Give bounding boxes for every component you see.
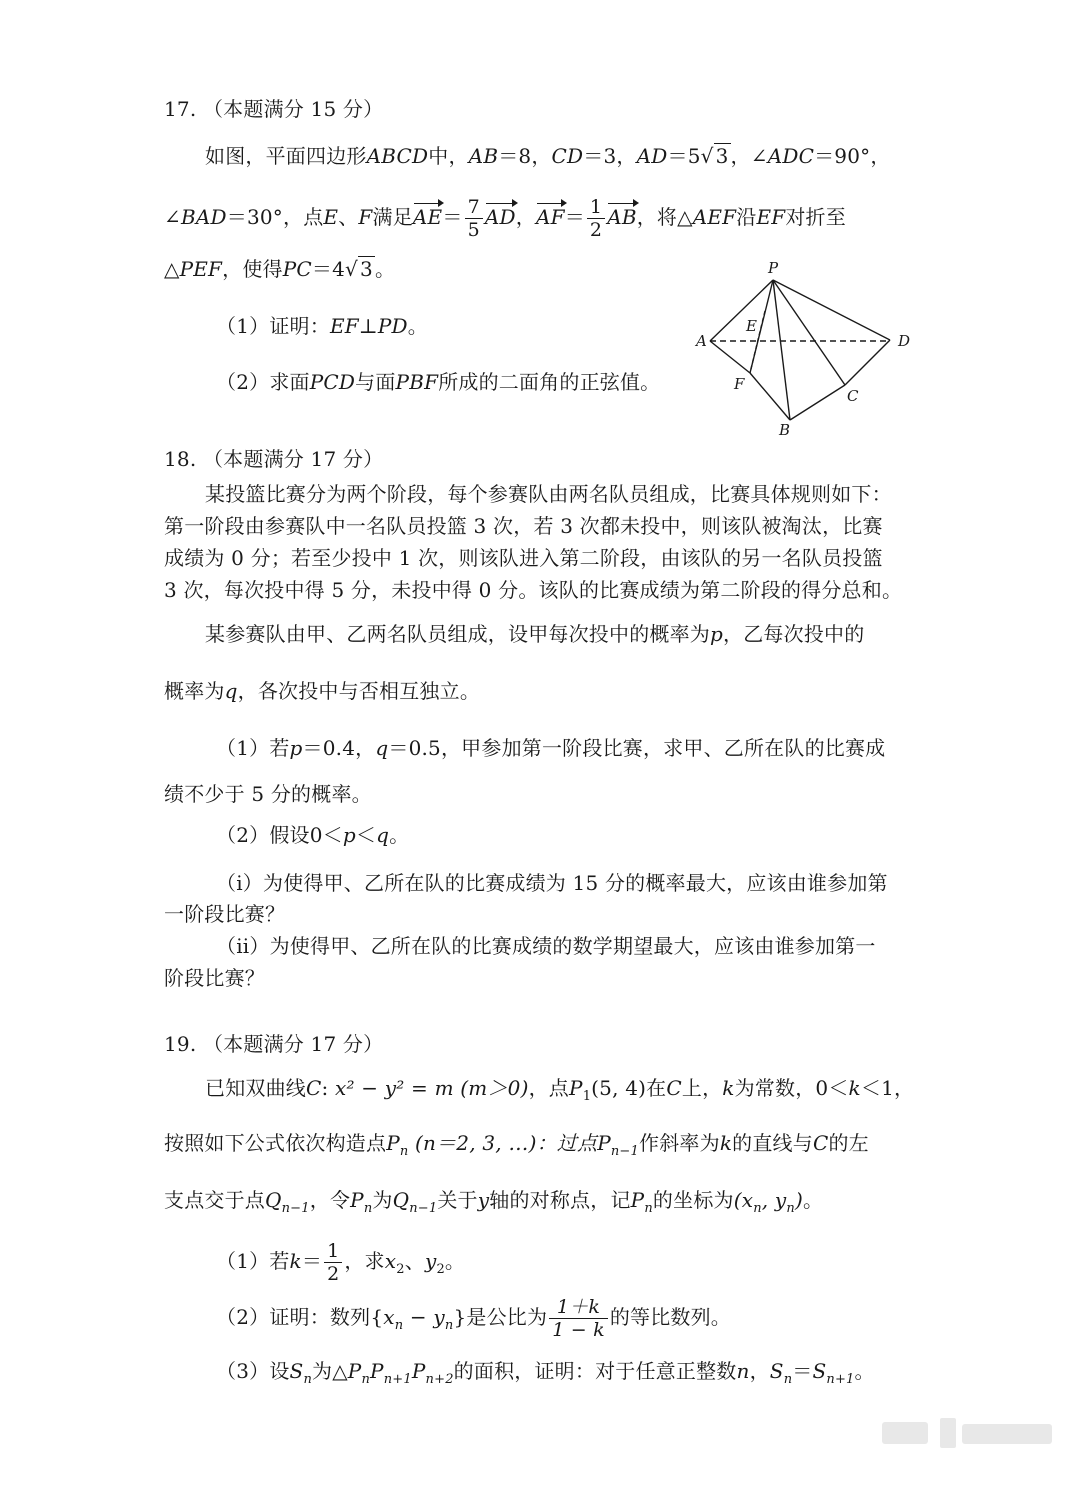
- text: 满足: [372, 205, 413, 229]
- math: ): [795, 1188, 804, 1212]
- text: ＝4: [311, 257, 346, 281]
- edge-PD: [773, 280, 890, 340]
- q17-line2: [164, 196, 846, 241]
- text: ＝90°，: [814, 144, 891, 168]
- subscript: n: [361, 1372, 371, 1387]
- q18-header: [164, 444, 383, 474]
- text: 沿: [736, 205, 757, 229]
- q17-header: [164, 94, 383, 124]
- math: k: [722, 1076, 735, 1100]
- text: }是公比为: [453, 1305, 548, 1329]
- text: ＝8，: [498, 144, 552, 168]
- math: P: [411, 1359, 426, 1383]
- math: q: [375, 736, 389, 760]
- text: 关于: [437, 1188, 478, 1212]
- text: 。: [854, 1359, 875, 1383]
- text: ＝0.4，: [302, 736, 376, 760]
- math: S: [769, 1359, 784, 1383]
- text: 。: [389, 823, 410, 847]
- text: （1）若: [216, 1249, 290, 1273]
- text: 第一阶段由参赛队中一名队员投篮 3 次，若 3 次都未投中，则该队被淘汰，比赛: [164, 514, 883, 538]
- text: ＝5: [667, 144, 701, 168]
- math: C: [812, 1131, 829, 1155]
- text: 中，: [428, 144, 469, 168]
- text: 、: [338, 205, 359, 229]
- edge-AF: [710, 341, 750, 373]
- text: 为△: [312, 1359, 348, 1383]
- text: 。: [803, 1188, 824, 1212]
- subscript: n: [444, 1318, 454, 1333]
- text: 为常数，0＜: [734, 1076, 849, 1100]
- subscript: n: [644, 1201, 653, 1216]
- denominator: 1 − k: [552, 1319, 605, 1341]
- watermark-block: [962, 1424, 1052, 1444]
- subscript: n: [399, 1144, 409, 1159]
- q18-part2-i: [216, 868, 888, 898]
- text: （1）若: [216, 736, 290, 760]
- text: ，求: [344, 1249, 385, 1273]
- math: (m＞0): [453, 1076, 529, 1100]
- numerator: 1: [587, 196, 605, 219]
- text: 如图，平面四边形: [205, 144, 367, 168]
- q19-line1: [205, 1073, 914, 1112]
- text: ，: [515, 205, 536, 229]
- text: :: [321, 1076, 336, 1100]
- pyramid-figure: [690, 255, 930, 440]
- edge-PA: [710, 280, 773, 341]
- math: PC: [282, 257, 312, 281]
- text: （2）证明：数列{: [216, 1305, 384, 1329]
- q18-part2: [216, 820, 409, 850]
- text: 、: [404, 1249, 425, 1273]
- math: PBF: [395, 370, 439, 394]
- text: ＝30°，点: [226, 205, 324, 229]
- text: 一阶段比赛？: [164, 902, 286, 926]
- label-B: B: [779, 421, 791, 439]
- math: k: [719, 1131, 733, 1155]
- q18-part1-cont: [164, 779, 372, 809]
- math: ABCD: [366, 144, 429, 168]
- math: (n＝2, 3, …)：过点: [408, 1131, 598, 1155]
- text: ，令: [309, 1188, 351, 1212]
- math: y: [477, 1188, 490, 1212]
- math: F: [358, 205, 373, 229]
- q18-line6: [164, 676, 480, 706]
- numerator: 7: [465, 196, 483, 219]
- subscript: n−1: [610, 1144, 639, 1159]
- math: P: [370, 1359, 384, 1383]
- text: 支点交于点: [164, 1188, 265, 1212]
- text: ，∠: [730, 144, 768, 168]
- q18-header-text: 18. （本题满分 17 分）: [164, 447, 384, 471]
- text: ，点: [528, 1076, 570, 1100]
- subscript: n: [783, 1372, 793, 1387]
- text: （2）求面: [216, 370, 310, 394]
- q18-line3: [164, 543, 883, 573]
- radicand: 3: [360, 257, 373, 281]
- math: Q: [392, 1188, 410, 1212]
- numerator: 1: [324, 1240, 342, 1263]
- text: （ii）为使得甲、乙所在队的比赛成绩的数学期望最大，应该由谁参加第一: [216, 934, 876, 958]
- math: x: [384, 1249, 397, 1273]
- text: ，各次投中与否相互独立。: [237, 679, 481, 703]
- math: PCD: [309, 370, 356, 394]
- q17-part1: [216, 311, 428, 341]
- q17-line1: [205, 141, 891, 171]
- q17-part2: [216, 367, 660, 397]
- math: CD: [551, 144, 584, 168]
- text: ＝: [442, 205, 463, 229]
- math: C: [306, 1076, 322, 1100]
- math: AB: [468, 144, 499, 168]
- math: p: [342, 823, 356, 847]
- text: 为: [372, 1188, 393, 1212]
- text: 某参赛队由甲、乙两名队员组成，设甲每次投中的概率为: [205, 622, 710, 646]
- subscript: 2: [436, 1262, 445, 1277]
- subscript: n+2: [425, 1372, 454, 1387]
- text: 的直线与: [732, 1131, 813, 1155]
- math: k: [289, 1249, 302, 1273]
- text: ，使得: [222, 257, 283, 281]
- q17-header-text: 17. （本题满分 15 分）: [164, 97, 384, 121]
- label-F: F: [734, 375, 745, 393]
- fraction: [465, 196, 483, 241]
- text: △: [164, 257, 180, 281]
- math: S: [812, 1359, 827, 1383]
- math: EF⊥PD: [329, 314, 408, 338]
- text: ＝: [792, 1359, 813, 1383]
- math: PEF: [179, 257, 223, 281]
- text: ，乙每次投中的: [723, 622, 865, 646]
- q19-line2: [164, 1128, 869, 1167]
- text: ，将△: [636, 205, 693, 229]
- text: 概率为: [164, 679, 225, 703]
- math: P: [569, 1076, 583, 1100]
- text: −: [403, 1305, 434, 1329]
- math: C: [666, 1076, 682, 1100]
- q18-part2-ii: [216, 931, 876, 961]
- label-A: A: [696, 332, 707, 350]
- text: 。: [374, 257, 396, 281]
- q18-line2: [164, 511, 883, 541]
- math: q: [224, 679, 238, 703]
- math: q: [376, 823, 390, 847]
- fraction: [324, 1240, 342, 1285]
- q19-part3: [216, 1356, 875, 1395]
- math: n: [736, 1359, 750, 1383]
- fraction: [587, 196, 605, 241]
- math: P: [347, 1359, 362, 1383]
- subscript: n: [303, 1372, 313, 1387]
- vector: AB: [607, 202, 637, 232]
- fraction: [549, 1296, 608, 1341]
- text: ＝: [564, 205, 585, 229]
- text: 成绩为 0 分；若至少投中 1 次，则该队进入第二阶段，由该队的另一名队员投篮: [164, 546, 883, 570]
- text: 上，: [681, 1076, 723, 1100]
- text: 的等比数列。: [609, 1305, 732, 1329]
- math: S: [289, 1359, 304, 1383]
- numerator: 1＋k: [549, 1296, 608, 1319]
- math: AD: [636, 144, 668, 168]
- text: ＜: [355, 823, 377, 847]
- math: AEF: [692, 205, 737, 229]
- math: P: [350, 1188, 364, 1212]
- subscript: n: [363, 1201, 373, 1216]
- text: 轴的对称点，记: [489, 1188, 631, 1212]
- q19-header-text: 19. （本题满分 17 分）: [164, 1032, 384, 1056]
- math: Q: [265, 1188, 282, 1212]
- math: k: [848, 1076, 861, 1100]
- text: 某投篮比赛分为两个阶段，每个参赛队由两名队员组成，比赛具体规则如下：: [205, 482, 892, 506]
- q18-line4: [164, 575, 902, 605]
- text: 。: [444, 1249, 466, 1273]
- label-E: E: [746, 317, 757, 335]
- math: P: [386, 1131, 400, 1155]
- subscript: n: [394, 1318, 404, 1333]
- q18-line5: [205, 619, 864, 649]
- text: ＝3，: [583, 144, 637, 168]
- text: 对折至: [785, 205, 846, 229]
- q19-part2: [216, 1296, 731, 1341]
- text: 的左: [828, 1131, 869, 1155]
- q18-part1: [216, 733, 885, 763]
- text: （i）为使得甲、乙所在队的比赛成绩为 15 分的概率最大，应该由谁参加第: [216, 871, 888, 895]
- math: x: [383, 1305, 395, 1329]
- math: P: [597, 1131, 611, 1155]
- q18-part2-i-cont: [164, 899, 285, 929]
- text: ，: [749, 1359, 770, 1383]
- label-P: P: [768, 259, 779, 277]
- text: ∠: [164, 205, 181, 229]
- text: （2）假设0＜: [216, 823, 343, 847]
- text: ＝0.5，甲参加第一阶段比赛，求甲、乙所在队的比赛成: [388, 736, 886, 760]
- text: 阶段比赛？: [164, 966, 265, 990]
- math: (x: [733, 1188, 754, 1212]
- sqrt: √ 3: [345, 257, 373, 281]
- watermark-glyph: [940, 1418, 956, 1448]
- subscript: n+1: [383, 1372, 412, 1387]
- math: (5, 4): [591, 1076, 647, 1100]
- math: BAD: [180, 205, 227, 229]
- math: p: [289, 736, 303, 760]
- radicand: 3: [715, 144, 729, 168]
- q18-part2-ii-cont: [164, 963, 265, 993]
- math: EF: [756, 205, 786, 229]
- text: 所成的二面角的正弦值。: [438, 370, 661, 394]
- subscript: n: [786, 1201, 795, 1216]
- text: ＜1，: [860, 1076, 915, 1100]
- subscript: n: [753, 1201, 762, 1216]
- denominator: 5: [467, 219, 480, 241]
- q19-header: [164, 1029, 383, 1059]
- math: ADC: [767, 144, 815, 168]
- sqrt: √ 3: [700, 144, 729, 168]
- watermark-logo: [880, 1412, 1060, 1452]
- text: 的面积，证明：对于任意正整数: [453, 1359, 737, 1383]
- text: 绩不少于 5 分的概率。: [164, 782, 372, 806]
- text: （3）设: [216, 1359, 290, 1383]
- text: 3 次，每次投中得 5 分，未投中得 0 分。该队的比赛成绩为第二阶段的得分总和。: [164, 578, 903, 602]
- watermark-block: [882, 1422, 928, 1444]
- text: ＝: [301, 1249, 323, 1273]
- subscript: 2: [396, 1262, 405, 1277]
- subscript: n+1: [826, 1372, 855, 1387]
- text: 按照如下公式依次构造点: [164, 1131, 387, 1155]
- text: 与面: [355, 370, 396, 394]
- vector: AD: [485, 202, 516, 232]
- math: y: [424, 1249, 437, 1273]
- math: P: [630, 1188, 645, 1212]
- text: 已知双曲线: [205, 1076, 306, 1100]
- q18-line1: [205, 479, 892, 509]
- text: 的坐标为: [652, 1188, 734, 1212]
- subscript: n−1: [409, 1201, 438, 1216]
- text: （1）证明：: [216, 314, 330, 338]
- math: E: [323, 205, 339, 229]
- q19-line3: [164, 1185, 823, 1224]
- vector: AF: [536, 202, 565, 232]
- denominator: 2: [589, 219, 603, 241]
- hidden-helper: [750, 341, 890, 373]
- edge-FB: [750, 373, 790, 420]
- text: 。: [407, 314, 428, 338]
- label-D: D: [898, 332, 911, 350]
- q19-part1: [216, 1240, 465, 1285]
- text: 在: [646, 1076, 667, 1100]
- subscript: 1: [582, 1089, 592, 1104]
- math: x² − y² = m: [335, 1076, 454, 1100]
- vector: AE: [413, 202, 442, 232]
- label-C: C: [847, 387, 859, 405]
- math: p: [710, 622, 724, 646]
- subscript: n−1: [281, 1201, 310, 1216]
- math: y: [433, 1305, 445, 1329]
- text: 作斜率为: [639, 1131, 720, 1155]
- q17-line3: [164, 254, 395, 284]
- denominator: 2: [327, 1263, 340, 1285]
- math: , y: [761, 1188, 787, 1212]
- edge-BC: [790, 385, 845, 420]
